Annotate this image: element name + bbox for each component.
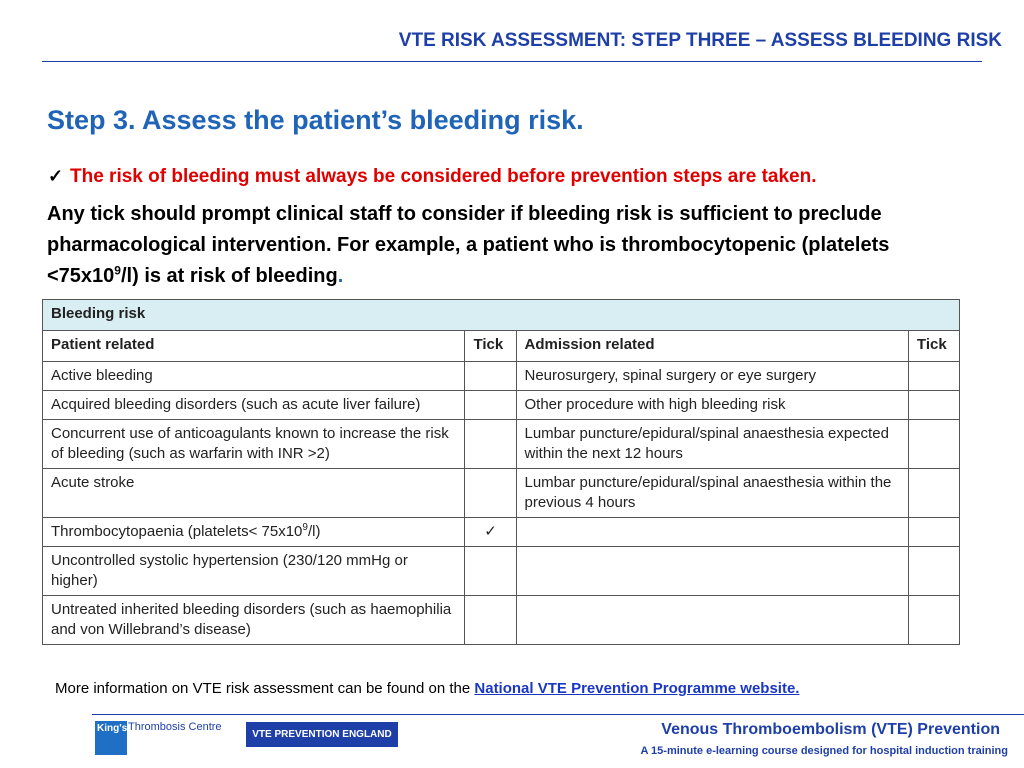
tick-cell[interactable] (908, 518, 959, 547)
col-header-tick: Tick (465, 331, 516, 362)
table-row (43, 547, 960, 596)
table-row (43, 391, 960, 420)
superscript: 9 (114, 263, 121, 278)
table-row (43, 420, 960, 469)
paragraph-text-end: /l) is at risk of bleeding (120, 265, 338, 287)
vte-prevention-england-button[interactable]: VTE PREVENTION ENGLAND (246, 722, 398, 747)
footer-divider (92, 714, 1024, 715)
alert-text: The risk of bleeding must always be considered before prevention steps are taken. (70, 166, 817, 187)
tick-cell-checked[interactable]: ✓ (465, 518, 516, 547)
course-subtitle: A 15-minute e-learning course designed for hospital induction training (640, 745, 1008, 757)
patient-risk-cell: Active bleeding (43, 362, 465, 391)
cell-text: Thrombocytopaenia (platelets< 75x10 (51, 523, 303, 540)
patient-risk-cell: Concurrent use of anticoagulants known to increase the risk of bleeding (such as warfarin with INR >2) (43, 420, 465, 469)
admission-risk-cell: Lumbar puncture/epidural/spinal anaesthesia expected within the next 12 hours (516, 420, 908, 469)
tick-cell[interactable] (465, 420, 516, 469)
paragraph-text: Any tick should prompt clinical staff to consider if bleeding risk is sufficient to preclude pharmacological intervention. For example, a patient who is thrombocytopenic (platelets <75x10 (47, 203, 890, 287)
header-divider (42, 61, 982, 62)
admission-risk-cell: Other procedure with high bleeding risk (516, 391, 908, 420)
table-row (43, 362, 960, 391)
col-header-admission: Admission related (516, 331, 908, 362)
tick-cell[interactable] (908, 469, 959, 518)
bleeding-risk-table (42, 299, 960, 645)
thrombosis-centre-label: Thrombosis Centre (128, 721, 222, 733)
step-heading: Step 3. Assess the patient’s bleeding risk. (47, 105, 584, 135)
alert-line (48, 166, 817, 188)
explanation-paragraph (47, 199, 982, 292)
tick-cell[interactable] (465, 547, 516, 596)
cell-text-end: /l) (307, 523, 321, 540)
tick-cell[interactable] (908, 391, 959, 420)
admission-risk-cell (516, 547, 908, 596)
slide-title: VTE RISK ASSESSMENT: STEP THREE – ASSESS BLEEDING RISK (398, 30, 1002, 51)
col-header-tick: Tick (908, 331, 959, 362)
more-info-text: More information on VTE risk assessment can be found on the (55, 680, 475, 697)
tick-cell[interactable] (908, 362, 959, 391)
table-row (43, 596, 960, 645)
tick-cell[interactable] (465, 469, 516, 518)
tick-cell[interactable] (908, 596, 959, 645)
course-title: Venous Thromboembolism (VTE) Prevention (661, 721, 1000, 738)
admission-risk-cell: Lumbar puncture/epidural/spinal anaesthesia within the previous 4 hours (516, 469, 908, 518)
tick-cell[interactable] (465, 362, 516, 391)
tick-cell[interactable] (908, 547, 959, 596)
tick-cell[interactable] (465, 391, 516, 420)
tick-cell[interactable] (465, 596, 516, 645)
admission-risk-cell (516, 518, 908, 547)
patient-risk-cell: Acquired bleeding disorders (such as acute liver failure) (43, 391, 465, 420)
more-info (55, 680, 799, 697)
col-header-patient: Patient related (43, 331, 465, 362)
table-row (43, 469, 960, 518)
tick-cell[interactable] (908, 420, 959, 469)
paragraph-period: . (337, 265, 344, 287)
table-row (43, 518, 960, 547)
table-caption: Bleeding risk (43, 300, 960, 331)
patient-risk-cell: Acute stroke (43, 469, 465, 518)
patient-risk-cell: Untreated inherited bleeding disorders (such as haemophilia and von Willebrand’s disease) (43, 596, 465, 645)
superscript: 9 (302, 522, 308, 533)
kings-logo-icon: King's (95, 721, 127, 755)
patient-risk-cell: Uncontrolled systolic hypertension (230/120 mmHg or higher) (43, 547, 465, 596)
admission-risk-cell (516, 596, 908, 645)
admission-risk-cell: Neurosurgery, spinal surgery or eye surgery (516, 362, 908, 391)
patient-risk-cell (43, 518, 465, 547)
checkmark-icon: ✓ (48, 166, 64, 186)
vte-programme-link[interactable]: National VTE Prevention Programme website. (474, 680, 800, 697)
